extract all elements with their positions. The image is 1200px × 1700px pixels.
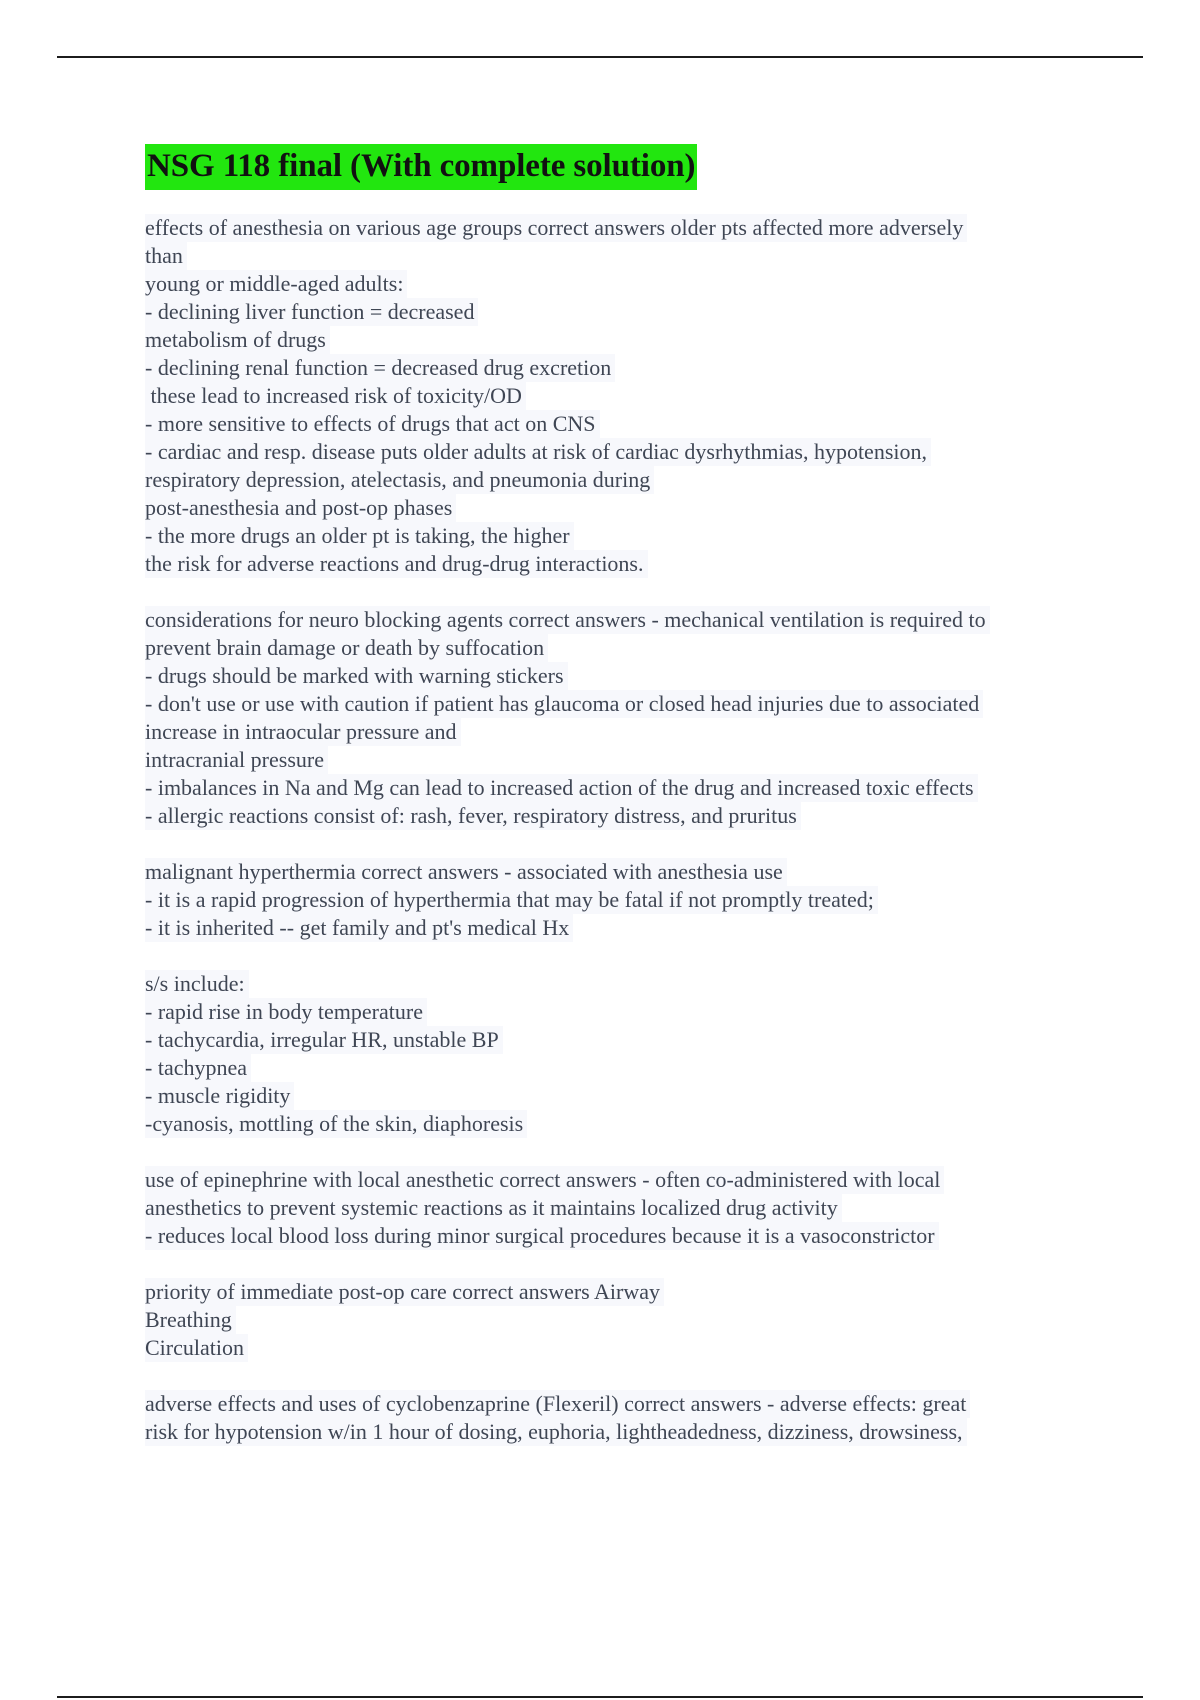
text-line: - allergic reactions consist of: rash, fever, respiratory distress, and pruritus bbox=[145, 802, 801, 830]
text-line: use of epinephrine with local anesthetic correct answers - often co-administered with local bbox=[145, 1166, 944, 1194]
text-line: effects of anesthesia on various age groups correct answers older pts affected more adversely bbox=[145, 214, 967, 242]
text-line: - drugs should be marked with warning stickers bbox=[145, 662, 568, 690]
text-line: priority of immediate post-op care correct answers Airway bbox=[145, 1278, 664, 1306]
text-line: - cardiac and resp. disease puts older adults at risk of cardiac dysrhythmias, hypotension, bbox=[145, 438, 931, 466]
text-line: - tachypnea bbox=[145, 1054, 251, 1082]
qa-block bbox=[145, 1166, 1080, 1250]
text-line: - declining renal function = decreased drug excretion bbox=[145, 354, 615, 382]
text-line: s/s include: bbox=[145, 970, 249, 998]
text-line: adverse effects and uses of cyclobenzaprine (Flexeril) correct answers - adverse effects: great bbox=[145, 1390, 970, 1418]
text-line: increase in intraocular pressure and bbox=[145, 718, 461, 746]
qa-block bbox=[145, 970, 1080, 1138]
text-line: - rapid rise in body temperature bbox=[145, 998, 427, 1026]
text-line: - imbalances in Na and Mg can lead to increased action of the drug and increased toxic effects bbox=[145, 774, 978, 802]
text-line: considerations for neuro blocking agents correct answers - mechanical ventilation is required to bbox=[145, 606, 990, 634]
text-line: Circulation bbox=[145, 1334, 248, 1362]
page-top-rule bbox=[57, 56, 1143, 58]
text-line: - tachycardia, irregular HR, unstable BP bbox=[145, 1026, 503, 1054]
qa-block bbox=[145, 1278, 1080, 1362]
text-line: anesthetics to prevent systemic reactions as it maintains localized drug activity bbox=[145, 1194, 842, 1222]
text-line: intracranial pressure bbox=[145, 746, 328, 774]
text-line: - it is a rapid progression of hyperthermia that may be fatal if not promptly treated; bbox=[145, 886, 878, 914]
text-line: malignant hyperthermia correct answers - associated with anesthesia use bbox=[145, 858, 787, 886]
qa-block bbox=[145, 606, 1080, 830]
text-line: prevent brain damage or death by suffocation bbox=[145, 634, 548, 662]
text-line: young or middle-aged adults: bbox=[145, 270, 407, 298]
text-line: - don't use or use with caution if patient has glaucoma or closed head injuries due to associated bbox=[145, 690, 983, 718]
text-line: - reduces local blood loss during minor surgical procedures because it is a vasoconstrictor bbox=[145, 1222, 939, 1250]
text-line: metabolism of drugs bbox=[145, 326, 330, 354]
text-line: - it is inherited -- get family and pt's medical Hx bbox=[145, 914, 573, 942]
qa-block bbox=[145, 214, 1080, 578]
page-bottom-rule bbox=[57, 1696, 1143, 1698]
text-line: post-anesthesia and post-op phases bbox=[145, 494, 456, 522]
document-body bbox=[145, 214, 1080, 1474]
qa-block bbox=[145, 1390, 1080, 1446]
text-line: - the more drugs an older pt is taking, the higher bbox=[145, 522, 574, 550]
text-line: the risk for adverse reactions and drug-drug interactions. bbox=[145, 550, 648, 578]
text-line: -cyanosis, mottling of the skin, diaphoresis bbox=[145, 1110, 527, 1138]
text-line: these lead to increased risk of toxicity/OD bbox=[145, 382, 526, 410]
document-title: NSG 118 final (With complete solution) bbox=[145, 144, 697, 190]
text-line: risk for hypotension w/in 1 hour of dosing, euphoria, lightheadedness, dizziness, drowsiness, bbox=[145, 1418, 967, 1446]
text-line: Breathing bbox=[145, 1306, 236, 1334]
text-line: - declining liver function = decreased bbox=[145, 298, 478, 326]
text-line: - muscle rigidity bbox=[145, 1082, 294, 1110]
text-line: - more sensitive to effects of drugs that act on CNS bbox=[145, 410, 600, 438]
text-line: than bbox=[145, 242, 187, 270]
text-line: respiratory depression, atelectasis, and pneumonia during bbox=[145, 466, 654, 494]
qa-block bbox=[145, 858, 1080, 942]
